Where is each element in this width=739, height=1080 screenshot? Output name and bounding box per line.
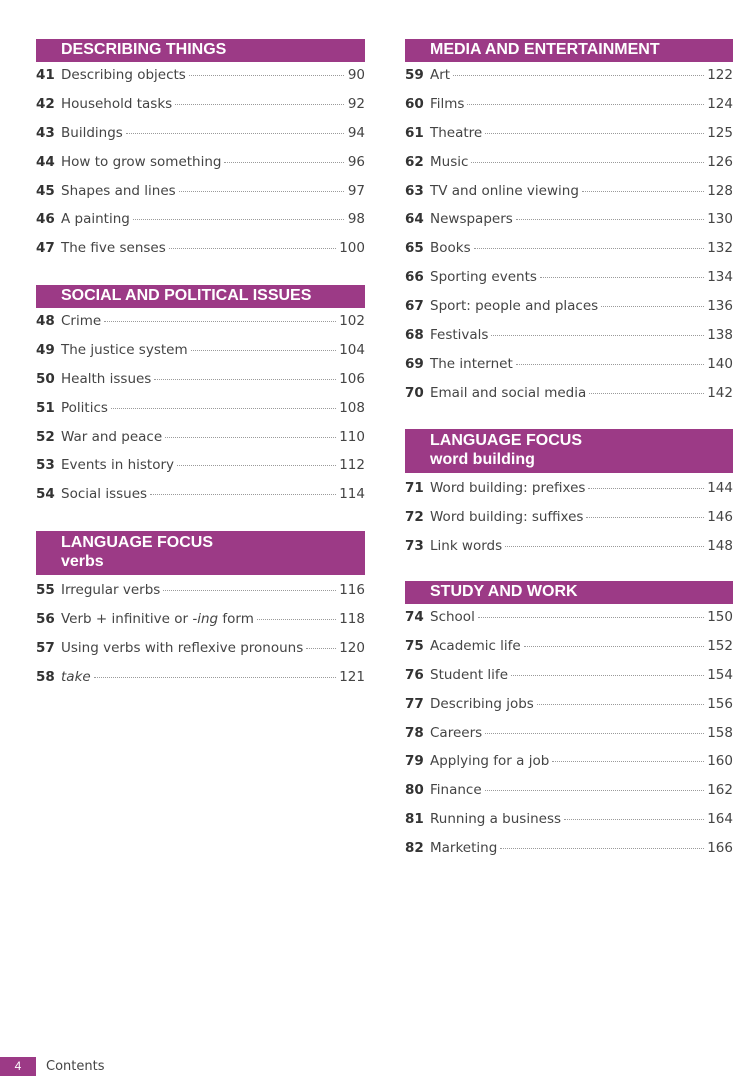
- unit-number: 69: [405, 355, 424, 372]
- unit-number: 59: [405, 67, 424, 83]
- section-language-focus-word-building: [405, 429, 733, 567]
- section-heading: STUDY AND WORK: [405, 581, 733, 604]
- entry-list: [36, 582, 365, 698]
- unit-number: 42: [36, 95, 55, 112]
- page-number: 156: [707, 695, 733, 712]
- dot-leader: [453, 75, 704, 76]
- unit-number: 80: [405, 782, 424, 799]
- unit-title: Word building: suffixes: [430, 508, 584, 525]
- toc-entry-51[interactable]: [36, 400, 365, 429]
- toc-entry-78[interactable]: [405, 725, 733, 754]
- unit-number: 64: [405, 211, 424, 228]
- dot-leader: [485, 133, 704, 134]
- toc-entry-73[interactable]: [405, 538, 733, 567]
- dot-leader: [467, 104, 704, 105]
- dot-leader: [500, 848, 704, 849]
- page-number: 118: [339, 610, 365, 627]
- toc-entry-59[interactable]: [405, 67, 733, 96]
- page-number: 126: [707, 153, 733, 170]
- unit-title: Marketing: [430, 840, 498, 857]
- unit-title: Books: [430, 240, 471, 257]
- page-number: 140: [707, 355, 733, 372]
- unit-number: 70: [405, 384, 424, 401]
- page-number: 162: [707, 782, 733, 799]
- page-number: 104: [339, 341, 365, 358]
- entry-list: [36, 67, 365, 269]
- dot-leader: [104, 321, 336, 322]
- unit-title: The five senses: [61, 240, 166, 257]
- page-number: 138: [707, 327, 733, 344]
- toc-entry-70[interactable]: [405, 385, 733, 414]
- unit-number: 61: [405, 124, 424, 141]
- dot-leader: [491, 335, 704, 336]
- unit-title-italic-part: -ing: [192, 610, 219, 627]
- dot-leader: [516, 364, 704, 365]
- dot-leader: [133, 219, 344, 220]
- page-number: 142: [707, 384, 733, 401]
- page-number: 128: [707, 182, 733, 199]
- dot-leader: [175, 104, 344, 105]
- toc-entry-67[interactable]: [405, 298, 733, 327]
- unit-title: Describing jobs: [430, 695, 534, 712]
- page-number: 90: [347, 67, 365, 83]
- toc-entry-49[interactable]: [36, 342, 365, 371]
- unit-title: Social issues: [61, 486, 148, 503]
- unit-title: Shapes and lines: [61, 182, 176, 199]
- page-number: 160: [707, 753, 733, 770]
- unit-number: 52: [36, 428, 55, 445]
- unit-title: [61, 611, 254, 627]
- unit-number: 65: [405, 240, 424, 257]
- page-number: 158: [707, 724, 733, 741]
- page-number: 154: [707, 666, 733, 683]
- page-number: 100: [339, 240, 365, 257]
- unit-number: 75: [405, 637, 424, 654]
- dot-leader: [589, 393, 704, 394]
- unit-number: 41: [36, 67, 55, 83]
- unit-number: 45: [36, 182, 55, 199]
- page-number: 132: [707, 240, 733, 257]
- unit-title: TV and online viewing: [430, 182, 579, 199]
- unit-number: 71: [405, 480, 424, 496]
- dot-leader: [505, 546, 704, 547]
- unit-title: Irregular verbs: [61, 582, 161, 598]
- unit-title: Applying for a job: [430, 753, 550, 770]
- unit-number: 53: [36, 457, 55, 474]
- page-number: 146: [707, 508, 733, 525]
- page-number: 124: [707, 95, 733, 112]
- dot-leader: [485, 733, 704, 734]
- section-language-focus-verbs: [36, 531, 365, 698]
- dot-leader: [540, 277, 704, 278]
- dot-leader: [582, 191, 704, 192]
- page-number: 92: [347, 95, 365, 112]
- section-describing-things: [36, 39, 365, 269]
- dot-leader: [306, 648, 336, 649]
- unit-title: Link words: [430, 537, 503, 554]
- unit-title-part: Verb + infinitive or: [61, 610, 193, 627]
- toc-entry-76[interactable]: [405, 667, 733, 696]
- page-number: 130: [707, 211, 733, 228]
- unit-number: 68: [405, 327, 424, 344]
- toc-entry-60[interactable]: [405, 96, 733, 125]
- unit-number: 72: [405, 508, 424, 525]
- unit-title: Buildings: [61, 124, 123, 141]
- unit-number: 57: [36, 639, 55, 656]
- unit-title: Careers: [430, 724, 483, 741]
- section-heading-subtitle: word building: [430, 451, 535, 468]
- unit-title: War and peace: [61, 428, 163, 445]
- unit-number: 55: [36, 582, 55, 598]
- page-number: 120: [339, 639, 365, 656]
- dot-leader: [474, 248, 705, 249]
- toc-entry-74[interactable]: [405, 609, 733, 638]
- unit-title: Sport: people and places: [430, 298, 599, 315]
- section-heading-title: LANGUAGE FOCUS: [61, 534, 213, 551]
- toc-entry-82[interactable]: [405, 840, 733, 869]
- unit-number: 49: [36, 341, 55, 358]
- dot-leader: [177, 465, 336, 466]
- dot-leader: [586, 517, 704, 518]
- toc-entry-71[interactable]: [405, 480, 733, 509]
- unit-title: Crime: [61, 313, 102, 329]
- unit-title: Email and social media: [430, 384, 587, 401]
- section-study-and-work: [405, 581, 733, 869]
- toc-entry-66[interactable]: [405, 269, 733, 298]
- unit-title: Sporting events: [430, 269, 537, 286]
- toc-entry-55[interactable]: [36, 582, 365, 611]
- page-number: 112: [339, 457, 365, 474]
- dot-leader: [154, 379, 336, 380]
- page-number: 166: [707, 840, 733, 857]
- unit-title: Finance: [430, 782, 482, 799]
- unit-number: 60: [405, 95, 424, 112]
- toc-entry-57[interactable]: [36, 640, 365, 669]
- unit-title: The internet: [430, 355, 513, 372]
- toc-entry-41[interactable]: [36, 67, 365, 96]
- unit-number: 46: [36, 211, 55, 228]
- page-number: 106: [339, 370, 365, 387]
- dot-leader: [552, 761, 704, 762]
- toc-entry-50[interactable]: [36, 371, 365, 400]
- dot-leader: [516, 219, 704, 220]
- page-number: 116: [339, 582, 365, 598]
- unit-title: School: [430, 609, 475, 625]
- dot-leader: [224, 162, 344, 163]
- unit-number: 82: [405, 840, 424, 857]
- toc-entry-53[interactable]: [36, 457, 365, 486]
- dot-leader: [537, 704, 704, 705]
- page-number: 122: [707, 67, 733, 83]
- dot-leader: [94, 677, 337, 678]
- toc-entry-80[interactable]: [405, 782, 733, 811]
- toc-entry-63[interactable]: [405, 183, 733, 212]
- page-number: 98: [347, 211, 365, 228]
- unit-title: Household tasks: [61, 95, 173, 112]
- section-social-political-issues: [36, 285, 365, 515]
- page-number: 144: [707, 480, 733, 496]
- unit-title: Festivals: [430, 327, 489, 344]
- page-number: 150: [707, 609, 733, 625]
- section-media-entertainment: [405, 39, 733, 414]
- section-heading: [405, 429, 733, 473]
- dot-leader: [485, 790, 705, 791]
- toc-entry-64[interactable]: [405, 211, 733, 240]
- toc-entry-81[interactable]: [405, 811, 733, 840]
- unit-number: 78: [405, 724, 424, 741]
- dot-leader: [511, 675, 704, 676]
- unit-title: Theatre: [430, 124, 483, 141]
- section-heading-subtitle: verbs: [61, 553, 104, 570]
- unit-number: 58: [36, 668, 55, 685]
- section-heading: SOCIAL AND POLITICAL ISSUES: [36, 285, 365, 308]
- entry-list: [36, 313, 365, 515]
- unit-title: Newspapers: [430, 211, 513, 228]
- unit-title: A painting: [61, 211, 130, 228]
- page-number: 164: [707, 811, 733, 828]
- dot-leader: [564, 819, 704, 820]
- page-number: 121: [339, 668, 365, 685]
- dot-leader: [189, 75, 344, 76]
- entry-list: [405, 609, 733, 869]
- entry-list: [405, 480, 733, 567]
- page-number: 152: [707, 637, 733, 654]
- unit-title: Art: [430, 67, 451, 83]
- unit-title: take: [61, 668, 91, 685]
- unit-title: Events in history: [61, 457, 175, 474]
- unit-number: 79: [405, 753, 424, 770]
- toc-entry-54[interactable]: [36, 486, 365, 515]
- dot-leader: [471, 162, 704, 163]
- toc-entry-42[interactable]: [36, 96, 365, 125]
- toc-entry-56[interactable]: [36, 611, 365, 640]
- unit-number: 73: [405, 537, 424, 554]
- page-number: 148: [707, 537, 733, 554]
- dot-leader: [126, 133, 344, 134]
- unit-title: Student life: [430, 666, 508, 683]
- unit-number: 43: [36, 124, 55, 141]
- toc-entry-62[interactable]: [405, 154, 733, 183]
- dot-leader: [150, 494, 336, 495]
- page-number: 134: [707, 269, 733, 286]
- unit-number: 50: [36, 370, 55, 387]
- unit-title: How to grow something: [61, 153, 222, 170]
- toc-entry-68[interactable]: [405, 327, 733, 356]
- toc-entry-44[interactable]: [36, 154, 365, 183]
- page-number: 97: [347, 182, 365, 199]
- page-number: 96: [347, 153, 365, 170]
- unit-title: Films: [430, 95, 465, 112]
- unit-number: 62: [405, 153, 424, 170]
- unit-number: 66: [405, 269, 424, 286]
- toc-entry-79[interactable]: [405, 753, 733, 782]
- toc-entry-65[interactable]: [405, 240, 733, 269]
- unit-number: 76: [405, 666, 424, 683]
- toc-entry-58[interactable]: [36, 669, 365, 698]
- page-number: 136: [707, 298, 733, 315]
- unit-title: Politics: [61, 399, 108, 416]
- page-number: 108: [339, 399, 365, 416]
- dot-leader: [111, 408, 336, 409]
- toc-entry-43[interactable]: [36, 125, 365, 154]
- toc-entry-52[interactable]: [36, 429, 365, 458]
- dot-leader: [478, 617, 704, 618]
- unit-title-part: form: [218, 610, 254, 627]
- unit-number: 77: [405, 695, 424, 712]
- toc-entry-61[interactable]: [405, 125, 733, 154]
- section-heading: [36, 531, 365, 575]
- unit-number: 63: [405, 182, 424, 199]
- unit-number: 54: [36, 486, 55, 503]
- section-heading: DESCRIBING THINGS: [36, 39, 365, 62]
- toc-entry-45[interactable]: [36, 183, 365, 212]
- unit-number: 44: [36, 153, 55, 170]
- unit-title: Word building: prefixes: [430, 480, 586, 496]
- toc-entry-69[interactable]: [405, 356, 733, 385]
- unit-number: 74: [405, 609, 424, 625]
- footer-page-number: 4: [0, 1057, 36, 1076]
- unit-number: 67: [405, 298, 424, 315]
- section-heading-title: LANGUAGE FOCUS: [430, 432, 582, 449]
- toc-entry-72[interactable]: [405, 509, 733, 538]
- unit-number: 51: [36, 399, 55, 416]
- unit-title: Running a business: [430, 811, 562, 828]
- page-number: 114: [339, 486, 365, 503]
- unit-title: Academic life: [430, 637, 521, 654]
- page-number: 125: [707, 124, 733, 141]
- page-number: 102: [339, 313, 365, 329]
- unit-title: Health issues: [61, 370, 152, 387]
- toc-entry-75[interactable]: [405, 638, 733, 667]
- toc-entry-77[interactable]: [405, 696, 733, 725]
- page-number: 94: [347, 124, 365, 141]
- footer-label: Contents: [46, 1058, 105, 1074]
- unit-title: Using verbs with reflexive pronouns: [61, 639, 304, 656]
- unit-title: Describing objects: [61, 67, 186, 83]
- dot-leader: [601, 306, 704, 307]
- unit-title: Music: [430, 153, 469, 170]
- unit-number: 81: [405, 811, 424, 828]
- dot-leader: [169, 248, 336, 249]
- dot-leader: [191, 350, 337, 351]
- page-number: 110: [339, 428, 365, 445]
- toc-entry-46[interactable]: [36, 211, 365, 240]
- dot-leader: [524, 646, 704, 647]
- unit-number: 48: [36, 313, 55, 329]
- toc-entry-47[interactable]: [36, 240, 365, 269]
- section-heading: MEDIA AND ENTERTAINMENT: [405, 39, 733, 62]
- unit-number: 56: [36, 610, 55, 627]
- toc-entry-48[interactable]: [36, 313, 365, 342]
- dot-leader: [165, 437, 336, 438]
- page-footer: [0, 1055, 104, 1077]
- dot-leader: [257, 619, 336, 620]
- unit-title: The justice system: [61, 341, 188, 358]
- unit-number: 47: [36, 240, 55, 257]
- dot-leader: [179, 191, 344, 192]
- dot-leader: [163, 590, 336, 591]
- entry-list: [405, 67, 733, 414]
- dot-leader: [588, 488, 704, 489]
